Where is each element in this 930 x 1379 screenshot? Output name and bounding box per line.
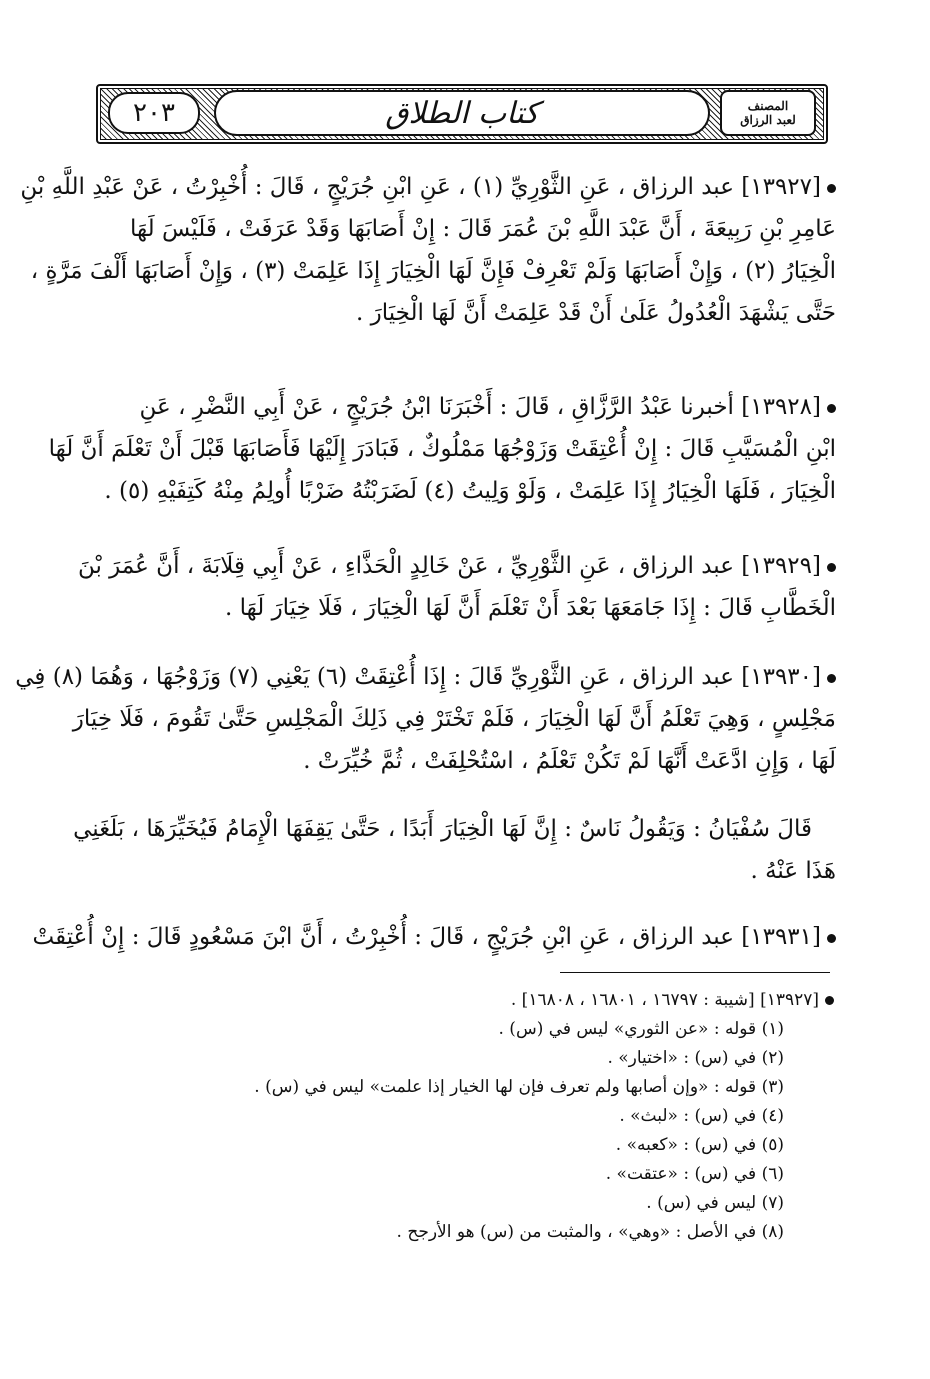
footnote-source: [١٣٩٢٧] [شيبة : ١٦٧٩٧ ، ١٦٨٠١ ، ١٦٨٠٨] .: [94, 986, 834, 1015]
hadith-13928: [48, 386, 836, 512]
bullet-dot-icon: [825, 996, 834, 1005]
seal-line-2: لعبد الرزاق: [740, 113, 796, 127]
sufyan-comment: [73, 808, 836, 892]
footnote-6: (٦) في (س) : «عتقت» .: [605, 1164, 784, 1184]
hadith-13929: [77, 545, 836, 629]
bullet-dot-icon: [827, 404, 836, 413]
hadith-13930: [15, 656, 836, 782]
text-line: عَامِرِ بْنِ رَبِيعَةَ ، أَنَّ عَبْدَ اللَّهِ بْنَ عُمَرَ قَالَ : إِنْ أَصَابَهَا وَقَدْ عَرَفَتْ ، فَلَيْسَ لَهَا: [130, 216, 836, 242]
text-line: مَجْلِسٍ ، وَهِيَ تَعْلَمُ أَنَّ لَهَا الْخِيَارَ ، فَلَمْ تَخْتَرْ فِي ذَلِكَ الْمَجْلِسِ حَتَّىٰ تَقُومَ ، فَلَا خِيَارَ: [72, 706, 836, 732]
chapter-title: كتاب الطلاق: [385, 95, 539, 131]
page-header: [96, 84, 828, 144]
footnote-separator: [560, 972, 830, 973]
text-line: ابْنِ الْمُسَيَّبِ قَالَ : إِنْ أُعْتِقَتْ وَزَوْجُهَا مَمْلُوكٌ ، فَبَادَرَ إِلَيْهَا فَأَصَابَهَا قَبْلَ أَنْ تَعْلَمَ أَنَّ لَهَا: [48, 436, 836, 462]
text-line: الْخِيَارُ (٢) ، وَإِنْ أَصَابَهَا وَلَمْ تَعْرِفْ فَإِنَّ لَهَا الْخِيَارَ إِذَا عَلِمَتْ (٣) ، وَإِنْ أَصَابَهَا أَلْفَ مَرَّةٍ ،: [30, 258, 836, 284]
footnote-3: (٣) قوله : «وإن أصابها ولم تعرف فإن لها الخيار إذا علمت» ليس في (س) .: [254, 1077, 784, 1097]
footnote-5: (٥) في (س) : «كعبه» .: [615, 1135, 784, 1155]
text-line: [١٣٩٢٧] عبد الرزاق ، عَنِ الثَّوْرِيِّ (١) ، عَنِ ابْنِ جُرَيْجٍ ، قَالَ : أُخْبِرْتُ ، عَنْ عَبْدِ اللَّهِ بْنِ: [96, 166, 836, 208]
bullet-dot-icon: [827, 934, 836, 943]
text-line: لَهَا ، وَإِنِ ادَّعَتْ أَنَّهَا لَمْ تَكُنْ تَعْلَمُ ، اسْتُحْلِفَتْ ، ثُمَّ خُيِّرَتْ .: [303, 748, 836, 774]
footnotes: [94, 986, 834, 1247]
text-line: الْخَطَّابِ قَالَ : إِذَا جَامَعَهَا بَعْدَ أَنْ تَعْلَمَ أَنَّ لَهَا الْخِيَارَ ، فَلَا خِيَارَ لَهَا .: [225, 595, 836, 621]
chapter-title-cartouche: [214, 90, 710, 136]
bullet-dot-icon: [827, 674, 836, 683]
book-seal: [720, 90, 816, 136]
page-number: ٢٠٣: [133, 98, 175, 128]
hadith-13927: [20, 166, 836, 334]
footnote-1: (١) قوله : «عن الثوري» ليس في (س) .: [498, 1019, 784, 1039]
text-line: هَذَا عَنْهُ .: [750, 858, 836, 884]
footnote-7: (٧) ليس في (س) .: [646, 1193, 784, 1213]
page-number-box: [108, 92, 200, 134]
text-line: [١٣٩٢٨] أخبرنا عَبْدُ الرَّزَّاقِ ، قَالَ : أَخْبَرَنَا ابْنُ جُرَيْجٍ ، عَنْ أَبِي النَّضْرِ ، عَنِ: [96, 386, 836, 428]
bullet-dot-icon: [827, 184, 836, 193]
text-line: [١٣٩٣١] عبد الرزاق ، عَنِ ابْنِ جُرَيْجٍ ، قَالَ : أُخْبِرْتُ ، أَنَّ ابْنَ مَسْعُودٍ قَالَ : إِنْ أُعْتِقَتْ: [96, 916, 836, 958]
text-line: [١٣٩٢٩] عبد الرزاق ، عَنِ الثَّوْرِيِّ ، عَنْ خَالِدٍ الْحَذَّاءِ ، عَنْ أَبِي قِلَابَةَ ، أَنَّ عُمَرَ بْنَ: [96, 545, 836, 587]
text-line: [١٣٩٣٠] عبد الرزاق ، عَنِ الثَّوْرِيِّ قَالَ : إِذَا أُعْتِقَتْ (٦) يَعْنِي (٧) وَزَوْجُهَا ، وَهُمَا (٨) فِي: [96, 656, 836, 698]
text-line: قَالَ سُفْيَانُ : وَيَقُولُ نَاسٌ : إِنَّ لَهَا الْخِيَارَ أَبَدًا ، حَتَّىٰ يَقِفَهَا الْإِمَامُ فَيُخَيِّرَهَا ، بَلَغَنِي: [73, 816, 812, 842]
seal-line-1: المصنف: [747, 99, 789, 113]
hadith-13931: [32, 916, 836, 958]
footnote-8: (٨) في الأصل : «وهي» ، والمثبت من (س) هو الأرجح .: [396, 1222, 784, 1242]
footnote-2: (٢) في (س) : «اختيار» .: [607, 1048, 784, 1068]
bullet-dot-icon: [827, 563, 836, 572]
text-line: حَتَّى يَشْهَدَ الْعُدُولُ عَلَىٰ أَنْ قَدْ عَلِمَتْ أَنَّ لَهَا الْخِيَارَ .: [355, 300, 836, 326]
text-line: الْخِيَارَ ، فَلَهَا الْخِيَارُ إِذَا عَلِمَتْ ، وَلَوْ وَلِيتُ (٤) لَضَرَبْتُهُ ضَرْبًا أُولِمُ مِنْهُ كَتِفَيْهِ (٥) .: [104, 478, 836, 504]
footnote-4: (٤) في (س) : «لبث» .: [619, 1106, 784, 1126]
